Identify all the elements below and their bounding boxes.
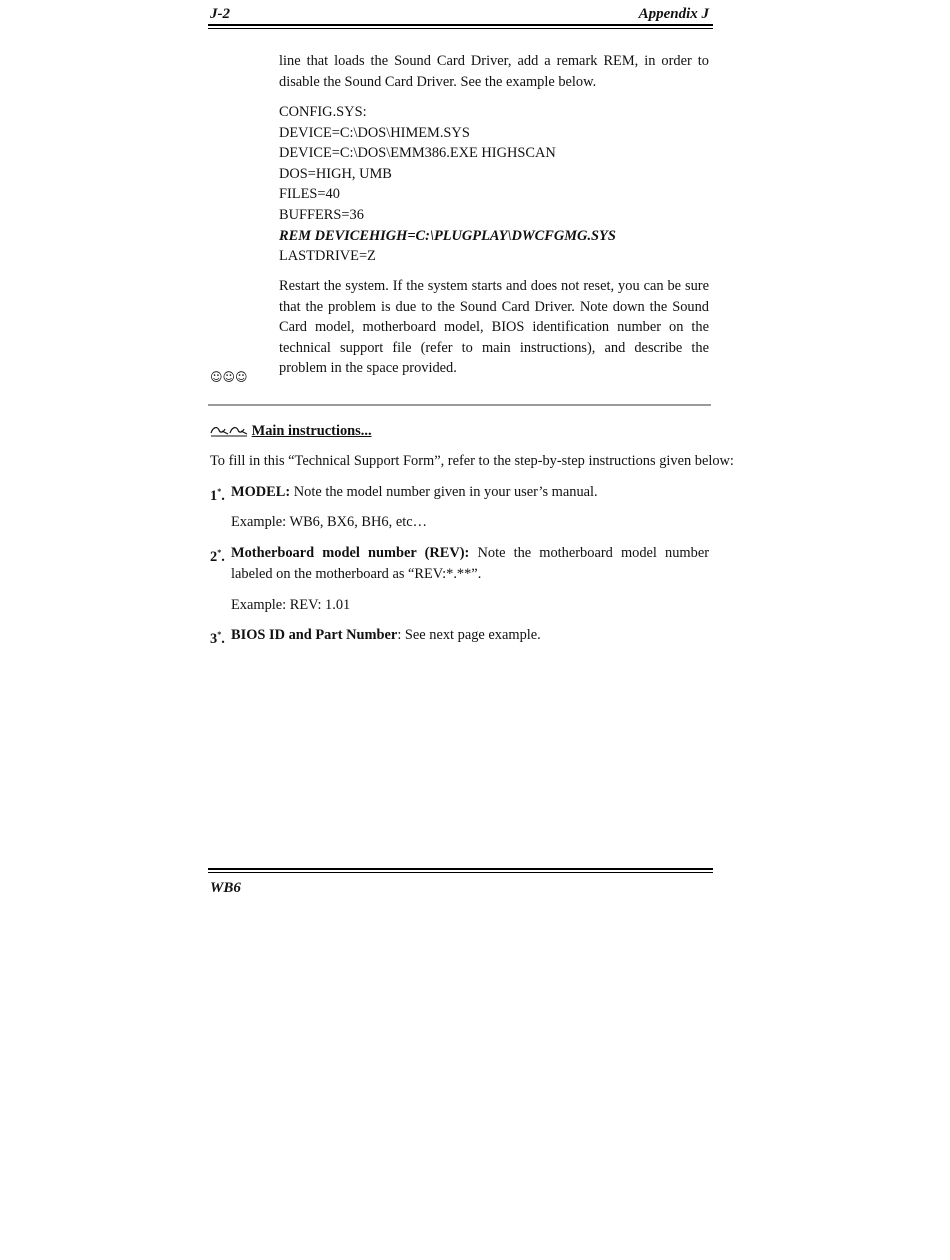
- config-line: DEVICE=C:\DOS\HIMEM.SYS: [279, 124, 470, 141]
- intro-continuation: line that loads the Sound Card Driver, add a remark REM, in order to disable the Sound Card Driver. See the example below.: [279, 53, 709, 90]
- config-line: CONFIG.SYS:: [279, 104, 367, 120]
- item-label: MODEL:: [231, 484, 291, 500]
- item-label: BIOS ID and Part Number: [231, 627, 398, 643]
- restart-paragraph: Restart the system. If the system starts and does not reset, you can be sure that the problem is due to the Sound Card Driver. Note down the Sound Card model, motherboard model, BIOS identification number on the technical support file (refer to main instructions), and describe the problem in the space provided.: [279, 278, 709, 377]
- footer-double-rule: [208, 868, 713, 873]
- main-instructions-heading: [210, 421, 372, 442]
- heading-text: Main instructions...: [251, 423, 372, 439]
- item-label: Motherboard model number (REV):: [231, 545, 470, 561]
- item-text: : See next page example.: [397, 627, 541, 643]
- footer-model: WB6: [210, 880, 241, 896]
- config-line: DOS=HIGH, UMB: [279, 165, 392, 182]
- config-line: FILES=40: [279, 186, 340, 203]
- header-page-number: J-2: [210, 6, 230, 22]
- item-example: Example: WB6, BX6, BH6, etc…: [231, 514, 427, 530]
- item-text: Note the model number given in your user’s manual.: [290, 484, 598, 500]
- list-item: [231, 543, 709, 584]
- config-line: DEVICE=C:\DOS\EMM386.EXE HIGHSCAN: [279, 145, 556, 162]
- item-text: Note the motherboard model number labeled on the motherboard as “REV:*.**”.: [231, 545, 709, 582]
- item-example: Example: REV: 1.01: [231, 597, 351, 613]
- writing-hand-icon: [210, 423, 248, 437]
- config-rem-line: REM DEVICEHIGH=C:\PLUGPLAY\DWCFGMG.SYS: [279, 227, 616, 244]
- smiley-icons: ☺☺☺: [210, 370, 248, 384]
- list-item: [231, 625, 709, 646]
- header-section-title: Appendix J: [638, 6, 709, 22]
- item-number: 3*.: [210, 630, 225, 647]
- config-line: LASTDRIVE=Z: [279, 248, 376, 265]
- header-double-rule: [208, 24, 713, 29]
- config-sys-block: [279, 102, 616, 267]
- config-line: BUFFERS=36: [279, 206, 364, 223]
- item-number: 1*.: [210, 487, 225, 504]
- section-divider: [208, 404, 711, 406]
- instructions-intro: To fill in this “Technical Support Form”, refer to the step-by-step instructions given below:: [210, 453, 734, 469]
- item-number: 2*.: [210, 548, 225, 565]
- list-item: [231, 482, 709, 503]
